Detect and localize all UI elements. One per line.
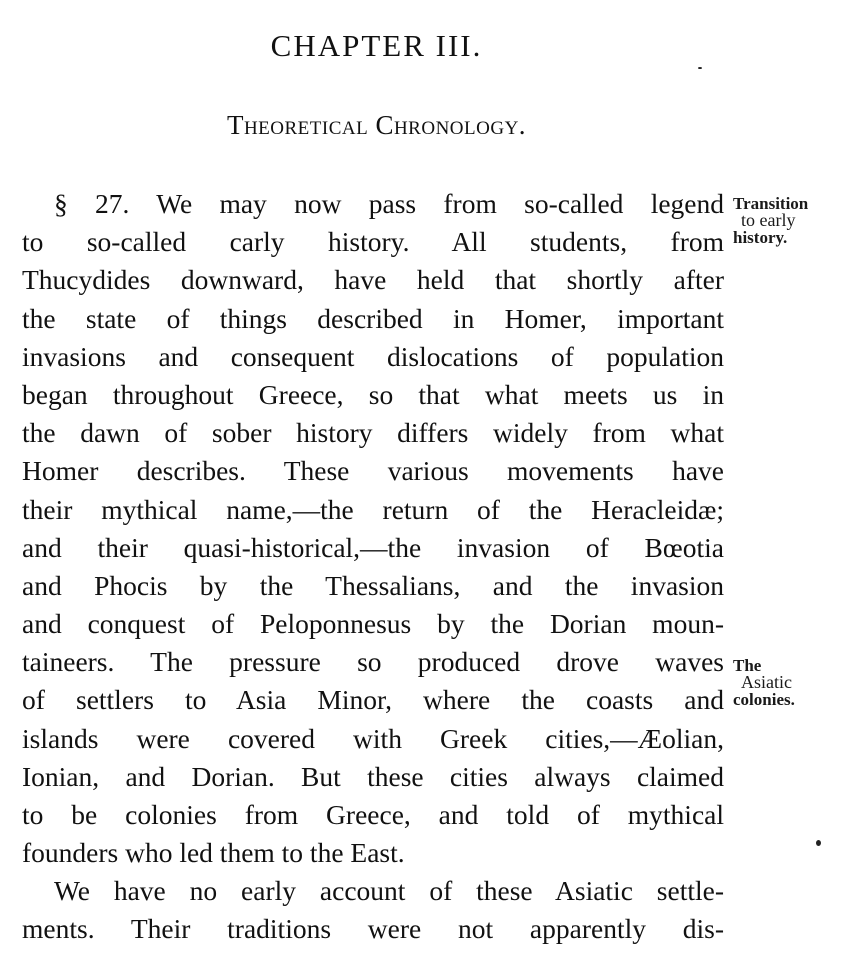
- text-line: and their quasi-historical,—the invasion of Bœotia: [22, 531, 724, 563]
- text-line: the state of things described in Homer, important: [22, 302, 724, 334]
- margin-note-line: Transition: [733, 194, 809, 213]
- paragraph-section-27: [22, 185, 724, 872]
- text-line: to so-called carly history. All students, from: [22, 226, 724, 258]
- text-line: invasions and consequent dislocations of population: [22, 340, 724, 372]
- margin-note-line: history.: [733, 228, 788, 247]
- text-line: taineers. The pressure so produced drove waves: [22, 646, 724, 678]
- text-line: We have no early account of these Asiatic settle-: [54, 875, 724, 906]
- paragraph-asiatic-settlements: [22, 872, 724, 948]
- text-line: of settlers to Asia Minor, where the coasts and: [22, 684, 724, 716]
- chapter-title: Theoretical Chronology.: [226, 110, 527, 140]
- text-line: and conquest of Peloponnesus by the Dorian moun-: [22, 608, 724, 640]
- margin-note-line: The: [733, 656, 762, 675]
- text-line: began throughout Greece, so that what meets us in: [22, 378, 724, 410]
- margin-note-line: to early: [741, 210, 796, 230]
- margin-note-transition: [733, 195, 853, 246]
- margin-note-line: Asiatic: [741, 672, 792, 692]
- text-line: and Phocis by the Thessalians, and the invasion: [22, 569, 724, 601]
- text-line: Ionian, and Dorian. But these cities always claimed: [22, 760, 724, 792]
- text-line: ments. Their traditions were not apparently dis-: [22, 913, 724, 945]
- margin-note-line: colonies.: [733, 690, 795, 709]
- text-line: Homer describes. These various movements have: [22, 455, 724, 487]
- margin-note-colonies: [733, 657, 853, 708]
- text-line: islands were covered with Greek cities,—Æolian,: [22, 722, 724, 754]
- chapter-heading: CHAPTER III.: [270, 28, 483, 63]
- text-line: § 27. We may now pass from so-called legend: [54, 188, 724, 219]
- text-line: their mythical name,—the return of the Heracleidæ;: [22, 493, 724, 525]
- text-line: the dawn of sober history differs widely from what: [22, 417, 724, 449]
- text-line: founders who led them to the East.: [22, 837, 405, 869]
- text-line: to be colonies from Greece, and told of mythical: [22, 799, 724, 830]
- text-line: Thucydides downward, have held that shortly after: [22, 264, 724, 296]
- ink-speck: [698, 67, 702, 69]
- ink-speck: [816, 840, 821, 846]
